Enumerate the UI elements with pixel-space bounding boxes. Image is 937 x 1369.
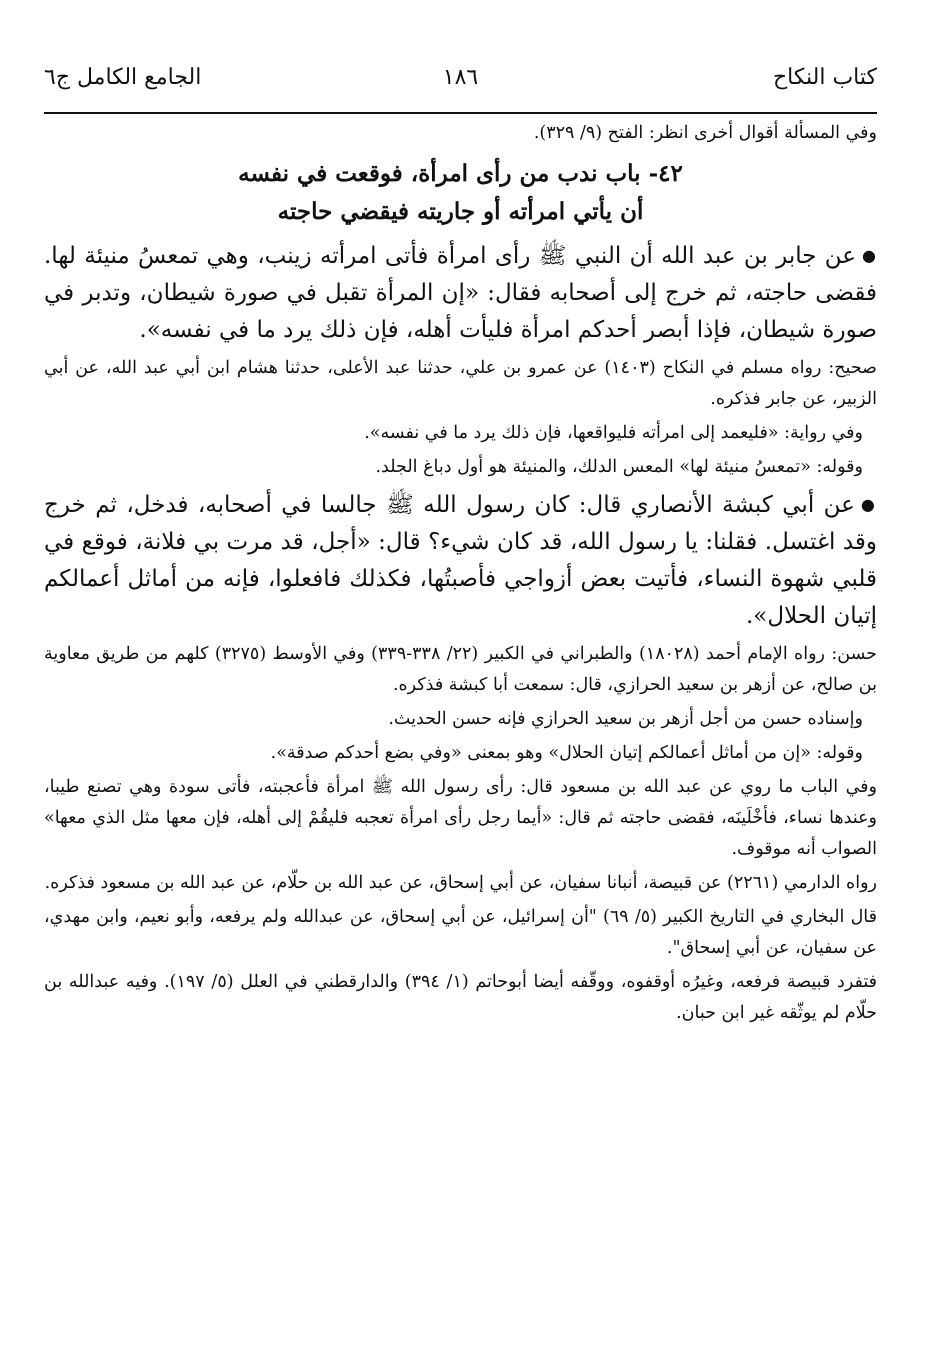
header-rule [44,112,877,114]
chapter-heading [44,155,877,231]
explanation-jabir: وقوله: «تمعسُ منيئة لها» المعس الدلك، والمنيئة هو أول دباغ الجلد. [375,457,863,477]
takhrij-abu-kabsha: حسن: رواه الإمام أحمد (١٨٠٢٨) والطبراني في الكبير (٢٢/ ٣٣٨-٣٣٩) وفي الأوسط (٣٢٧٥) كلهم من طريق معاوية بن صالح، عن أزهر بن سعيد الحرازي، قال: سمعت أبا كبشة فذكره. [44,644,877,695]
final-note: فتفرد قبيصة فرفعه، وغيرُه أوقفوه، ووقّفه أيضا أبوحاتم (١/ ٣٩٤) والدارقطني في العلل (٥/ ١٩٧). وفيه عبدالله بن حلّام لم يوثّقه غير ابن حبان. [44,972,877,1023]
bukhari-note: قال البخاري في التاريخ الكبير (٥/ ٦٩) "أن إسرائيل، عن أبي إسحاق، عن عبدالله ولم يرفعه، وأبو نعيم، وابن مهدي، عن سفيان، عن أبي إسحاق". [44,907,877,958]
bab-note-ibn-masud: وفي الباب ما روي عن عبد الله بن مسعود قال: رأى رسول الله ﷺ امرأة فأعجبته، فأتى سودة وهي تصنع طيبا، وعندها نساء، فأخْلَينَه، فقضى حاجته ثم قال: «أيما رجل رأى امرأة تعجبه فليقُمْ إلى أهله، فإن معها مثل الذي معها» الصواب أنه موقوف. [44,777,877,859]
header-book-title: الجامع الكامل ج٦ [44,65,202,90]
bullet-icon: ● [862,246,877,265]
header-book-section: كتاب النكاح [772,65,877,90]
isnad-abu-kabsha: وإسناده حسن من أجل أزهر بن سعيد الحرازي فإنه حسن الحديث. [388,709,863,729]
chapter-heading-line-1: ٤٢- باب ندب من رأى امرأة، فوقعت في نفسه [238,160,683,187]
hadith-jabir [44,237,877,349]
darimi-note: رواه الدارمي (٢٢٦١) عن قبيصة، أنبانا سفيان، عن أبي إسحاق، عن عبد الله بن حلّام، عن عبد الله بن مسعود فذكره. [44,873,877,893]
chapter-heading-line-2: أن يأتي امرأته أو جاريته فيقضي حاجته [277,198,644,225]
page-body [44,118,877,1369]
page-number: ١٨٦ [442,65,479,90]
explanation-abu-kabsha: وقوله: «إن من أماثل أعمالكم إتيان الحلال» وهو بمعنى «وفي بضع أحدكم صدقة». [270,743,863,763]
hadith-abu-kabsha [44,486,877,635]
running-header [44,58,877,98]
intro-note: وفي المسألة أقوال أخرى انظر: الفتح (٩/ ٣٢٩). [533,123,877,143]
bullet-icon: ● [860,495,877,514]
takhrij-jabir: صحيح: رواه مسلم في النكاح (١٤٠٣) عن عمرو بن علي، حدثنا عبد الأعلى، حدثنا هشام ابن أبي عبد الله، عن أبي الزبير، عن جابر فذكره. [44,358,877,409]
hadith-jabir-text: عن جابر بن عبد الله أن النبي ﷺ رأى امرأة فأتى امرأته زينب، وهي تمعسُ منيئة لها. فقضى حاجته، ثم خرج إلى أصحابه فقال: «إن المرأة تقبل في صورة شيطان، وتدبر في صورة شيطان، فإذا أبصر أحدكم امرأة فليأت أهله، فإن ذلك يرد ما في نفسه». [44,243,877,343]
riwaya-jabir: وفي رواية: «فليعمد إلى امرأته فليواقعها، فإن ذلك يرد ما في نفسه». [364,423,863,443]
hadith-abu-kabsha-text: عن أبي كبشة الأنصاري قال: كان رسول الله ﷺ جالسا في أصحابه، فدخل، ثم خرج وقد اغتسل. فقلنا: يا رسول الله، قد كان شيء؟ قال: «أجل، قد مرت بي فلانة، فوقع في قلبي شهوة النساء، فأتيت بعض أزواجي فأصبتُها، فكذلك فافعلوا، فإنه من أماثل أعمالكم إتيان الحلال». [44,492,877,629]
